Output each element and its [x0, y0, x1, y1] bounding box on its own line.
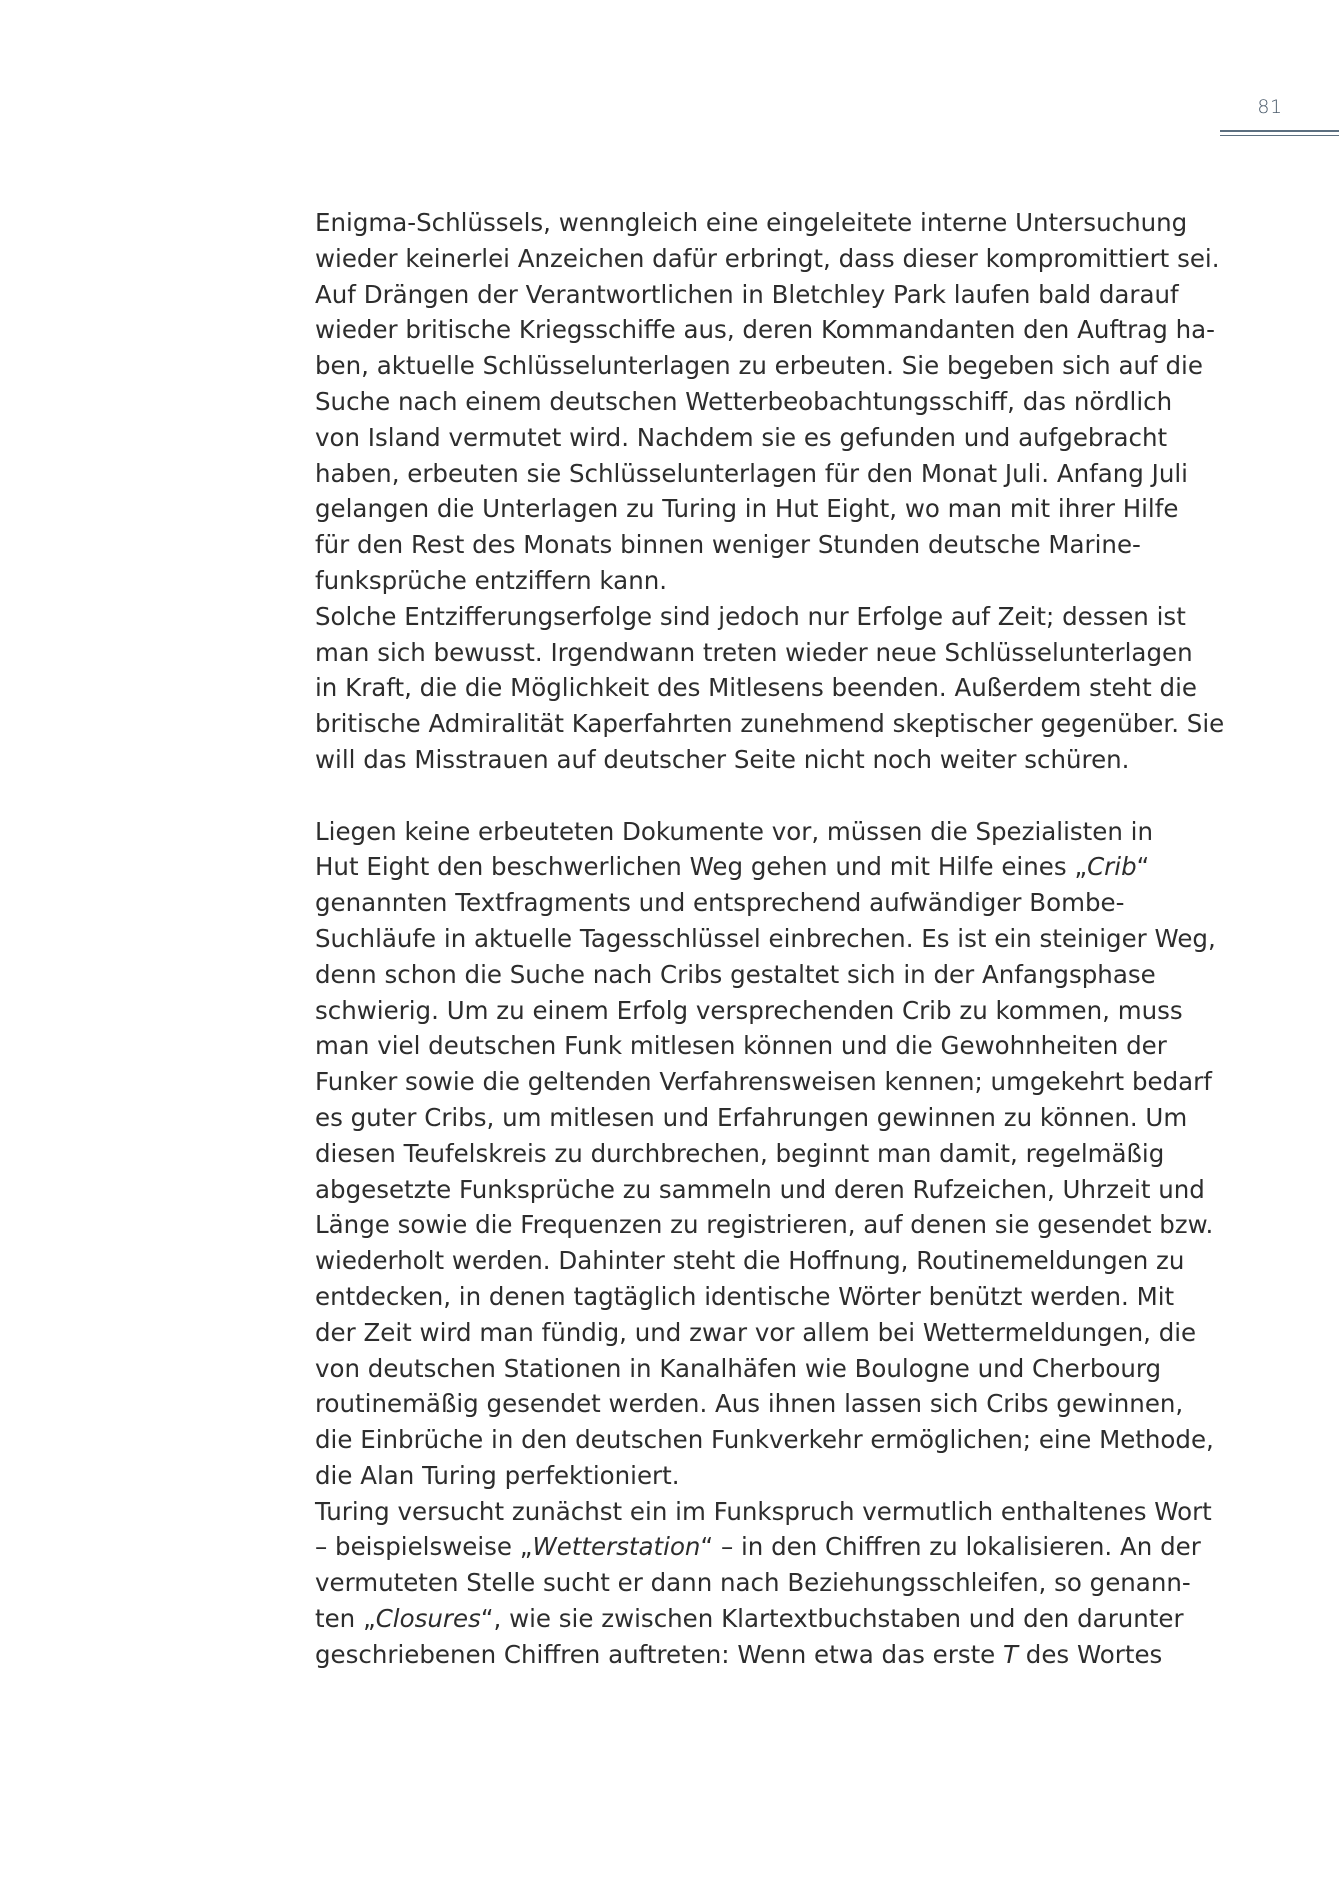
text-line: von deutschen Stationen in Kanalhäfen wie Boulogne und Cherbourg: [315, 1353, 1162, 1383]
page-number: 81: [1257, 96, 1283, 118]
header-rule-thin: [1220, 135, 1339, 136]
text-line: Hut Eight den beschwerlichen Weg gehen und mit Hilfe eines „Crib“: [315, 852, 1150, 882]
text-line: ben, aktuelle Schlüsselunterlagen zu erbeuten. Sie begeben sich auf die: [315, 351, 1203, 381]
text-line: – beispielsweise „Wetterstation“ – in den Chiffren zu lokalisieren. An der: [315, 1532, 1201, 1562]
paragraph-gap: [315, 778, 1205, 814]
text-line: will das Misstrauen auf deutscher Seite nicht noch weiter schüren.: [315, 744, 1130, 774]
text-line: gelangen die Unterlagen zu Turing in Hut Eight, wo man mit ihrer Hilfe: [315, 494, 1179, 524]
text-line: britische Admiralität Kaperfahrten zunehmend skeptischer gegenüber. Sie: [315, 709, 1225, 739]
text-line: wieder britische Kriegsschiffe aus, deren Kommandanten den Auftrag ha-: [315, 315, 1215, 345]
text-line: man sich bewusst. Irgendwann treten wieder neue Schlüsselunterlagen: [315, 637, 1193, 667]
paragraph: [315, 814, 1216, 1494]
text-line: vermuteten Stelle sucht er dann nach Beziehungsschleifen, so genann-: [315, 1568, 1191, 1598]
text-line: Solche Entzifferungserfolge sind jedoch nur Erfolge auf Zeit; dessen ist: [315, 601, 1186, 631]
text-line: die Einbrüche in den deutschen Funkverkehr ermöglichen; eine Methode,: [315, 1425, 1214, 1455]
text-line: man viel deutschen Funk mitlesen können und die Gewohnheiten der: [315, 1031, 1167, 1061]
text-line: Suche nach einem deutschen Wetterbeobachtungsschiff, das nördlich: [315, 386, 1173, 416]
text-line: Funker sowie die geltenden Verfahrensweisen kennen; umgekehrt bedarf: [315, 1067, 1212, 1097]
paragraph: [315, 599, 1225, 778]
text-line: funksprüche entziffern kann.: [315, 565, 668, 595]
text-line: Suchläufe in aktuelle Tagesschlüssel einbrechen. Es ist ein steiniger Weg,: [315, 923, 1216, 953]
text-line: wiederholt werden. Dahinter steht die Hoffnung, Routinemeldungen zu: [315, 1246, 1185, 1276]
text-line: die Alan Turing perfektioniert.: [315, 1460, 680, 1490]
text-line: geschriebenen Chiffren auftreten: Wenn etwa das erste T des Wortes: [315, 1639, 1163, 1669]
body-text: [315, 205, 1225, 1673]
text-line: schwierig. Um zu einem Erfolg versprechenden Crib zu kommen, muss: [315, 995, 1183, 1025]
text-line: für den Rest des Monats binnen weniger Stunden deutsche Marine-: [315, 530, 1141, 560]
text-line: Enigma-Schlüssels, wenngleich eine eingeleitete interne Untersuchung: [315, 208, 1188, 237]
header-rule: [1220, 130, 1339, 132]
text-line: in Kraft, die die Möglichkeit des Mitlesens beenden. Außerdem steht die: [315, 673, 1197, 703]
text-line: abgesetzte Funksprüche zu sammeln und deren Rufzeichen, Uhrzeit und: [315, 1174, 1205, 1204]
text-line: haben, erbeuten sie Schlüsselunterlagen für den Monat Juli. Anfang Juli: [315, 458, 1188, 488]
text-line: es guter Cribs, um mitlesen und Erfahrungen gewinnen zu können. Um: [315, 1102, 1188, 1132]
text-line: genannten Textfragments und entsprechend aufwändiger Bombe-: [315, 888, 1125, 918]
text-line: routinemäßig gesendet werden. Aus ihnen lassen sich Cribs gewinnen,: [315, 1389, 1184, 1419]
text-line: entdecken, in denen tagtäglich identische Wörter benützt werden. Mit: [315, 1281, 1175, 1311]
text-line: Turing versucht zunächst ein im Funkspruch vermutlich enthaltenes Wort: [315, 1496, 1212, 1526]
text-line: denn schon die Suche nach Cribs gestaltet sich in der Anfangsphase: [315, 959, 1156, 989]
text-line: der Zeit wird man fündig, und zwar vor allem bei Wettermeldungen, die: [315, 1317, 1197, 1347]
text-line: von Island vermutet wird. Nachdem sie es gefunden und aufgebracht: [315, 422, 1168, 452]
paragraph: [315, 1494, 1212, 1673]
text-line: Liegen keine erbeuteten Dokumente vor, müssen die Spezialisten in: [315, 816, 1154, 846]
text-line: ten „Closures“, wie sie zwischen Klartextbuchstaben und den darunter: [315, 1604, 1184, 1634]
text-line: wieder keinerlei Anzeichen dafür erbringt, dass dieser kompromittiert sei.: [315, 243, 1220, 273]
text-line: Länge sowie die Frequenzen zu registrieren, auf denen sie gesendet bzw.: [315, 1210, 1214, 1240]
text-line: diesen Teufelskreis zu durchbrechen, beginnt man damit, regelmäßig: [315, 1138, 1165, 1168]
text-line: Auf Drängen der Verantwortlichen in Bletchley Park laufen bald darauf: [315, 279, 1179, 309]
paragraph: [315, 205, 1220, 599]
